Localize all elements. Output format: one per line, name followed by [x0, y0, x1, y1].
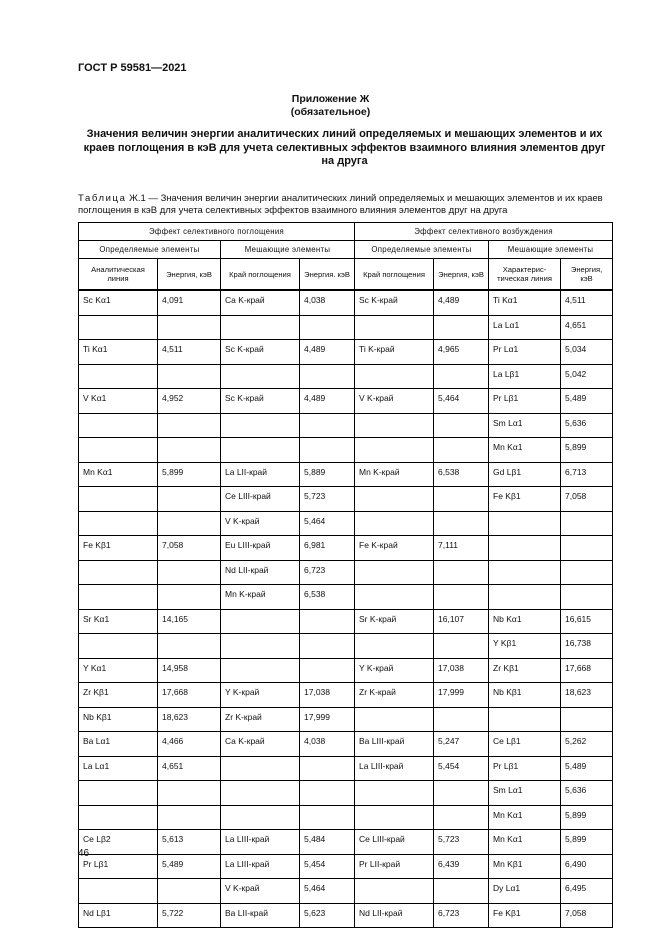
table-cell [79, 879, 158, 904]
column-header-energy: Энергия, кэВ [158, 259, 221, 291]
table-cell [221, 364, 300, 389]
table-cell: Mn K-край [221, 585, 300, 610]
table-caption-text: Ж.1 — Значения величин энергии аналитических линий определяемых и мешающих элементов и их краев поглощения в кэВ для учета селективных эффектов взаимного влияния элементов друг на друга [78, 193, 603, 216]
table-cell [561, 536, 613, 561]
table-cell [300, 364, 355, 389]
table-cell [434, 413, 489, 438]
subgroup-header-interfering-excitation: Мешающие элементы [489, 241, 613, 259]
table-cell: La LIII-край [221, 830, 300, 855]
table-cell [489, 536, 561, 561]
table-row [79, 609, 613, 634]
table-cell: La Lβ1 [489, 364, 561, 389]
table-cell [355, 707, 434, 732]
table-row [79, 511, 613, 536]
table-cell [355, 511, 434, 536]
table-cell [355, 487, 434, 512]
table-cell: 5,484 [300, 830, 355, 855]
table-cell: Pr Lβ1 [489, 389, 561, 414]
table-cell: 5,042 [561, 364, 613, 389]
table-cell [355, 634, 434, 659]
table-cell: 18,623 [561, 683, 613, 708]
table-cell: Ca K-край [221, 732, 300, 757]
table-cell [355, 364, 434, 389]
table-cell: 5,899 [158, 462, 221, 487]
table-cell: Sc K-край [221, 389, 300, 414]
energy-table [78, 222, 613, 928]
table-cell [300, 438, 355, 463]
table-cell [300, 413, 355, 438]
table-cell [221, 658, 300, 683]
table-cell: 7,058 [158, 536, 221, 561]
table-cell [221, 781, 300, 806]
table-cell: Fe Kβ1 [79, 536, 158, 561]
table-cell [300, 658, 355, 683]
table-cell: 4,091 [158, 290, 221, 315]
table-cell: Ti Kα1 [79, 340, 158, 365]
table-cell [434, 585, 489, 610]
table-cell: 17,999 [434, 683, 489, 708]
table-cell: Sm Lα1 [489, 413, 561, 438]
table-cell: 5,899 [561, 830, 613, 855]
subgroup-header-determined-absorption: Определяемые элементы [79, 241, 221, 259]
table-cell [434, 438, 489, 463]
table-cell: Sc K-край [221, 340, 300, 365]
table-row [79, 462, 613, 487]
table-cell [79, 364, 158, 389]
table-cell: 5,454 [434, 756, 489, 781]
table-cell: Dy Lα1 [489, 879, 561, 904]
table-cell: V K-край [355, 389, 434, 414]
column-header-characteristic-line: Характерис-тическая линия [489, 259, 561, 291]
table-cell: Mn Kα1 [489, 805, 561, 830]
table-cell: Nb Kα1 [489, 609, 561, 634]
table-cell [79, 438, 158, 463]
table-cell [158, 585, 221, 610]
table-cell: Fe Kβ1 [489, 487, 561, 512]
table-cell: 5,262 [561, 732, 613, 757]
table-cell: 4,952 [158, 389, 221, 414]
table-cell: 17,668 [561, 658, 613, 683]
table-cell [300, 805, 355, 830]
table-cell: 14,958 [158, 658, 221, 683]
table-row [79, 903, 613, 928]
table-cell: 17,999 [300, 707, 355, 732]
table-cell [221, 413, 300, 438]
table-cell: 5,636 [561, 781, 613, 806]
table-row [79, 487, 613, 512]
table-cell: 5,489 [158, 854, 221, 879]
table-cell [158, 634, 221, 659]
table-cell: Nb Kβ1 [79, 707, 158, 732]
table-cell: 6,439 [434, 854, 489, 879]
table-row [79, 879, 613, 904]
table-cell [158, 511, 221, 536]
table-cell [489, 511, 561, 536]
table-cell: 5,247 [434, 732, 489, 757]
table-cell: 7,058 [561, 487, 613, 512]
table-cell: Zr K-край [221, 707, 300, 732]
table-cell: Ce Lβ2 [79, 830, 158, 855]
table-cell [434, 634, 489, 659]
table-cell: Nd LII-край [355, 903, 434, 928]
table-cell: 5,899 [561, 438, 613, 463]
table-cell: 5,464 [434, 389, 489, 414]
table-cell: 5,722 [158, 903, 221, 928]
table-cell [434, 560, 489, 585]
table-cell [79, 805, 158, 830]
table-cell: Mn K-край [355, 462, 434, 487]
table-cell: Pr Lβ1 [79, 854, 158, 879]
table-cell [158, 364, 221, 389]
table-cell: 4,489 [434, 290, 489, 315]
table-cell: Mn Kα1 [489, 830, 561, 855]
table-cell [158, 879, 221, 904]
table-cell [158, 781, 221, 806]
table-row [79, 707, 613, 732]
table-cell: Pr LII-край [355, 854, 434, 879]
table-row [79, 732, 613, 757]
table-cell: 18,623 [158, 707, 221, 732]
table-cell: La LIII-край [355, 756, 434, 781]
table-cell [561, 707, 613, 732]
table-cell [434, 364, 489, 389]
table-cell [434, 879, 489, 904]
table-cell: Zr K-край [355, 683, 434, 708]
table-cell: Ti Kα1 [489, 290, 561, 315]
table-cell: 5,464 [300, 511, 355, 536]
table-cell [355, 560, 434, 585]
table-cell [489, 560, 561, 585]
table-cell: 5,489 [561, 389, 613, 414]
table-cell: Y K-край [221, 683, 300, 708]
document-code: ГОСТ Р 59581—2021 [78, 62, 187, 74]
column-header-energy: Энергия. кэВ [300, 259, 355, 291]
table-cell [158, 413, 221, 438]
table-cell [221, 315, 300, 340]
table-cell [355, 315, 434, 340]
table-caption [78, 193, 618, 217]
table-cell: 6,490 [561, 854, 613, 879]
group-header-absorption: Эффект селективного поглощения [79, 223, 355, 241]
table-cell: 4,511 [561, 290, 613, 315]
table-cell: V Kα1 [79, 389, 158, 414]
table-cell [561, 560, 613, 585]
table-cell [355, 805, 434, 830]
table-cell: 5,623 [300, 903, 355, 928]
table-cell: Pr Lα1 [489, 340, 561, 365]
table-cell [489, 707, 561, 732]
table-cell [434, 315, 489, 340]
table-cell: Y K-край [355, 658, 434, 683]
table-row [79, 340, 613, 365]
table-cell: Sr K-край [355, 609, 434, 634]
table-cell: Sr Kα1 [79, 609, 158, 634]
table-cell [79, 511, 158, 536]
table-cell: 5,636 [561, 413, 613, 438]
table-cell: 7,058 [561, 903, 613, 928]
table-cell: La LII-край [221, 462, 300, 487]
table-cell [355, 413, 434, 438]
table-cell [434, 781, 489, 806]
table-cell: V K-край [221, 511, 300, 536]
table-cell: Mn Kα1 [79, 462, 158, 487]
table-cell: 6,538 [434, 462, 489, 487]
table-cell [221, 756, 300, 781]
table-cell: Pr Lβ1 [489, 756, 561, 781]
table-cell [300, 756, 355, 781]
table-cell [300, 315, 355, 340]
table-cell [434, 511, 489, 536]
table-cell: Y Kβ1 [489, 634, 561, 659]
table-cell [300, 609, 355, 634]
table-cell [221, 634, 300, 659]
table-cell [221, 805, 300, 830]
table-row [79, 389, 613, 414]
table-cell: Ba LIII-край [355, 732, 434, 757]
table-cell: 16,738 [561, 634, 613, 659]
table-caption-prefix: Таблица [78, 193, 127, 204]
table-cell: 5,899 [561, 805, 613, 830]
table-cell: 16,615 [561, 609, 613, 634]
table-cell: 5,464 [300, 879, 355, 904]
table-row [79, 634, 613, 659]
table-row [79, 683, 613, 708]
table-cell: 4,489 [300, 389, 355, 414]
table-cell: Ba LII-край [221, 903, 300, 928]
table-cell [79, 487, 158, 512]
table-cell [79, 781, 158, 806]
table-cell [434, 805, 489, 830]
table-cell: Zr Kβ1 [489, 658, 561, 683]
table-cell: Mn Kα1 [489, 438, 561, 463]
table-row [79, 438, 613, 463]
table-cell [158, 438, 221, 463]
table-cell: 5,489 [561, 756, 613, 781]
column-header-absorption-edge: Край поглощения [221, 259, 300, 291]
table-cell: 17,038 [434, 658, 489, 683]
table-cell [300, 634, 355, 659]
table-cell [79, 634, 158, 659]
table-cell [561, 585, 613, 610]
table-cell: 4,511 [158, 340, 221, 365]
column-header-absorption-edge: Край поглощения [355, 259, 434, 291]
table-cell: 6,538 [300, 585, 355, 610]
table-cell [158, 315, 221, 340]
table-cell: La Lα1 [489, 315, 561, 340]
table-cell: Nd LII-край [221, 560, 300, 585]
table-row [79, 805, 613, 830]
appendix-status: (обязательное) [290, 106, 371, 118]
table-cell: 4,038 [300, 290, 355, 315]
table-cell: Sm Lα1 [489, 781, 561, 806]
table-cell [434, 487, 489, 512]
table-row [79, 854, 613, 879]
table-row [79, 413, 613, 438]
table-cell: Eu LIII-край [221, 536, 300, 561]
table-cell: Ti K-край [355, 340, 434, 365]
table-cell: La LIII-край [221, 854, 300, 879]
table-cell: 6,713 [561, 462, 613, 487]
table-row [79, 781, 613, 806]
table-cell: Ce LIII-край [221, 487, 300, 512]
table-cell: 4,651 [158, 756, 221, 781]
table-cell [158, 805, 221, 830]
table-cell [158, 560, 221, 585]
table-cell: 5,454 [300, 854, 355, 879]
table-cell: Sc K-край [355, 290, 434, 315]
table-row [79, 290, 613, 315]
table-cell: Nb Kβ1 [489, 683, 561, 708]
table-cell: 6,981 [300, 536, 355, 561]
table-row [79, 315, 613, 340]
table-cell [355, 585, 434, 610]
subgroup-header-interfering-absorption: Мешающие элементы [221, 241, 355, 259]
table-cell [79, 560, 158, 585]
table-cell [79, 413, 158, 438]
table-cell: 4,651 [561, 315, 613, 340]
table-cell [355, 781, 434, 806]
table-cell: La Lα1 [79, 756, 158, 781]
table-cell: 6,495 [561, 879, 613, 904]
table-cell: 4,466 [158, 732, 221, 757]
table-cell: 5,723 [300, 487, 355, 512]
table-row [79, 756, 613, 781]
table-row [79, 364, 613, 389]
table-cell: Nd Lβ1 [79, 903, 158, 928]
table-cell: 17,668 [158, 683, 221, 708]
table-cell: 6,723 [300, 560, 355, 585]
table-cell [79, 585, 158, 610]
table-cell [221, 609, 300, 634]
table-cell: Mn Kβ1 [489, 854, 561, 879]
appendix-title: Приложение Ж [291, 93, 370, 105]
table-cell: Ce Lβ1 [489, 732, 561, 757]
table-cell: 5,034 [561, 340, 613, 365]
table-cell: Fe K-край [355, 536, 434, 561]
table-cell: 7,111 [434, 536, 489, 561]
table-cell: 4,038 [300, 732, 355, 757]
table-cell: 5,889 [300, 462, 355, 487]
table-cell: 5,613 [158, 830, 221, 855]
subgroup-header-determined-excitation: Определяемые элементы [355, 241, 489, 259]
table-cell: 17,038 [300, 683, 355, 708]
table-cell [79, 315, 158, 340]
table-cell: 16,107 [434, 609, 489, 634]
table-cell: Ca K-край [221, 290, 300, 315]
table-cell: Ba Lα1 [79, 732, 158, 757]
table-row [79, 536, 613, 561]
table-cell [434, 707, 489, 732]
table-cell [355, 438, 434, 463]
table-row [79, 560, 613, 585]
table-cell [158, 487, 221, 512]
table-cell: 6,723 [434, 903, 489, 928]
table-cell [221, 438, 300, 463]
table-cell: Fe Kβ1 [489, 903, 561, 928]
column-header-energy: Энергия, кэВ [561, 259, 613, 291]
table-cell: 14,165 [158, 609, 221, 634]
table-cell: Sc Kα1 [79, 290, 158, 315]
table-cell: 5,723 [434, 830, 489, 855]
table-row [79, 585, 613, 610]
table-cell: Ce LIII-край [355, 830, 434, 855]
table-cell: Zr Kβ1 [79, 683, 158, 708]
group-header-excitation: Эффект селективного возбуждения [355, 223, 613, 241]
column-header-analytical-line: Аналитическая линия [79, 259, 158, 291]
table-cell: 4,965 [434, 340, 489, 365]
page-number: 46 [78, 848, 90, 859]
table-cell: Gd Lβ1 [489, 462, 561, 487]
table-cell [561, 511, 613, 536]
table-cell: 4,489 [300, 340, 355, 365]
table-row [79, 830, 613, 855]
appendix-heading: Значения величин энергии аналитических линий определяемых и мешающих элементов и их краев поглощения в кэВ для учета селективных эффектов взаимного влияния элементов друг на друга [83, 128, 606, 167]
table-cell: V K-край [221, 879, 300, 904]
table-cell [300, 781, 355, 806]
table-cell [355, 879, 434, 904]
table-row [79, 658, 613, 683]
table-cell: Y Kα1 [79, 658, 158, 683]
column-header-energy: Энергия, кэВ [434, 259, 489, 291]
table-cell [489, 585, 561, 610]
